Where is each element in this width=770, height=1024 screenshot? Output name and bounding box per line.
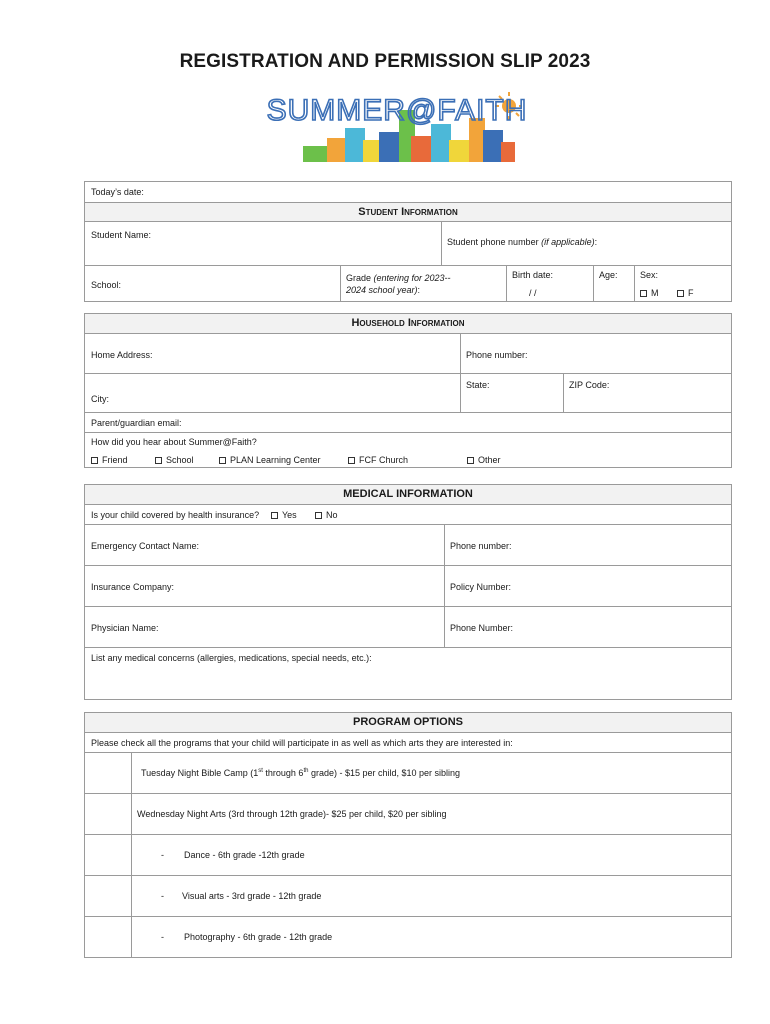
household-info-table — [84, 313, 732, 468]
parent-email-label: Parent/guardian email: — [91, 418, 182, 428]
heard-option-plan[interactable]: PLAN Learning Center — [219, 455, 321, 465]
heard-option-other[interactable]: Other — [467, 455, 501, 465]
checkbox-icon[interactable] — [271, 512, 278, 519]
bullet-dash: - — [161, 932, 164, 942]
checkbox-icon[interactable] — [219, 457, 226, 464]
insured-yes-option[interactable]: Yes — [271, 510, 297, 520]
heard-about-label: How did you hear about Summer@Faith? — [91, 437, 257, 447]
emergency-contact-label: Emergency Contact Name: — [91, 541, 200, 551]
heard-option-fcf[interactable]: FCF Church — [348, 455, 408, 465]
school-row — [85, 265, 731, 301]
student-name-label: Student Name: — [91, 230, 152, 240]
student-info-table — [84, 181, 732, 302]
student-info-header: Student Information — [358, 206, 458, 218]
program-row[interactable] — [85, 793, 731, 834]
program-row[interactable] — [85, 875, 731, 916]
program-label: Tuesday Night Bible Camp (1st through 6th grade) - $15 per child, $10 per sibling — [141, 768, 461, 778]
svg-text:SUMMER@FAITH: SUMMER@FAITH — [266, 94, 528, 127]
program-label: Photography - 6th grade - 12th grade — [184, 932, 333, 942]
medical-info-header: MEDICAL INFORMATION — [343, 488, 473, 500]
checkbox-icon[interactable] — [155, 457, 162, 464]
sex-f-option[interactable]: F — [677, 288, 694, 298]
city-label: City: — [91, 394, 109, 404]
program-row[interactable] — [85, 752, 731, 793]
todays-date-label: Today’s date: — [91, 187, 144, 197]
insurance-question: Is your child covered by health insurance? — [91, 510, 260, 520]
program-options-header: PROGRAM OPTIONS — [352, 716, 463, 728]
medical-concerns-label: List any medical concerns (allergies, medications, special needs, etc.): — [91, 653, 372, 663]
heard-option-friend[interactable]: Friend — [91, 455, 128, 465]
emergency-phone-label: Phone number: — [450, 541, 512, 551]
home-address-label: Home Address: — [91, 350, 153, 360]
checkbox-icon[interactable] — [315, 512, 322, 519]
student-phone-label: Student phone number (if applicable): — [447, 237, 598, 247]
summer-at-faith-logo — [266, 88, 528, 168]
medical-info-table — [84, 484, 732, 700]
insurance-company-label: Insurance Company: — [91, 582, 175, 592]
household-info-header: Household Information — [351, 317, 465, 329]
checkbox-icon[interactable] — [348, 457, 355, 464]
birth-date-slashes: / / — [529, 288, 537, 298]
sex-label: Sex: — [640, 270, 659, 280]
program-row[interactable] — [85, 834, 731, 875]
state-label: State: — [466, 380, 490, 390]
school-label: School: — [91, 280, 122, 290]
insured-no-option[interactable]: No — [315, 510, 338, 520]
program-label: Visual arts - 3rd grade - 12th grade — [182, 891, 322, 901]
program-intro: Please check all the programs that your child will participate in as well as which arts they are interested in: — [91, 738, 513, 748]
birth-date-label: Birth date: — [512, 270, 554, 280]
checkbox-icon[interactable] — [467, 457, 474, 464]
physician-name-label: Physician Name: — [91, 623, 159, 633]
program-label: Dance - 6th grade -12th grade — [184, 850, 305, 860]
page-title: REGISTRATION AND PERMISSION SLIP 2023 — [179, 51, 591, 72]
grade-label: Grade (entering for 2023-- 2024 school year): — [346, 273, 451, 295]
age-label: Age: — [599, 270, 618, 280]
checkbox-icon[interactable] — [677, 290, 684, 297]
zip-label: ZIP Code: — [569, 380, 610, 390]
sex-m-option[interactable]: M — [640, 288, 659, 298]
physician-phone-label: Phone Number: — [450, 623, 514, 633]
bullet-dash: - — [161, 891, 164, 901]
checkbox-icon[interactable] — [640, 290, 647, 297]
policy-number-label: Policy Number: — [450, 582, 512, 592]
checkbox-icon[interactable] — [91, 457, 98, 464]
program-label: Wednesday Night Arts (3rd through 12th grade)- $25 per child, $20 per sibling — [137, 809, 447, 819]
heard-option-school[interactable]: School — [155, 455, 194, 465]
program-row[interactable] — [85, 916, 731, 957]
household-phone-label: Phone number: — [466, 350, 528, 360]
bullet-dash: - — [161, 850, 164, 860]
student-name-row — [85, 221, 731, 265]
program-options-table — [84, 712, 732, 958]
